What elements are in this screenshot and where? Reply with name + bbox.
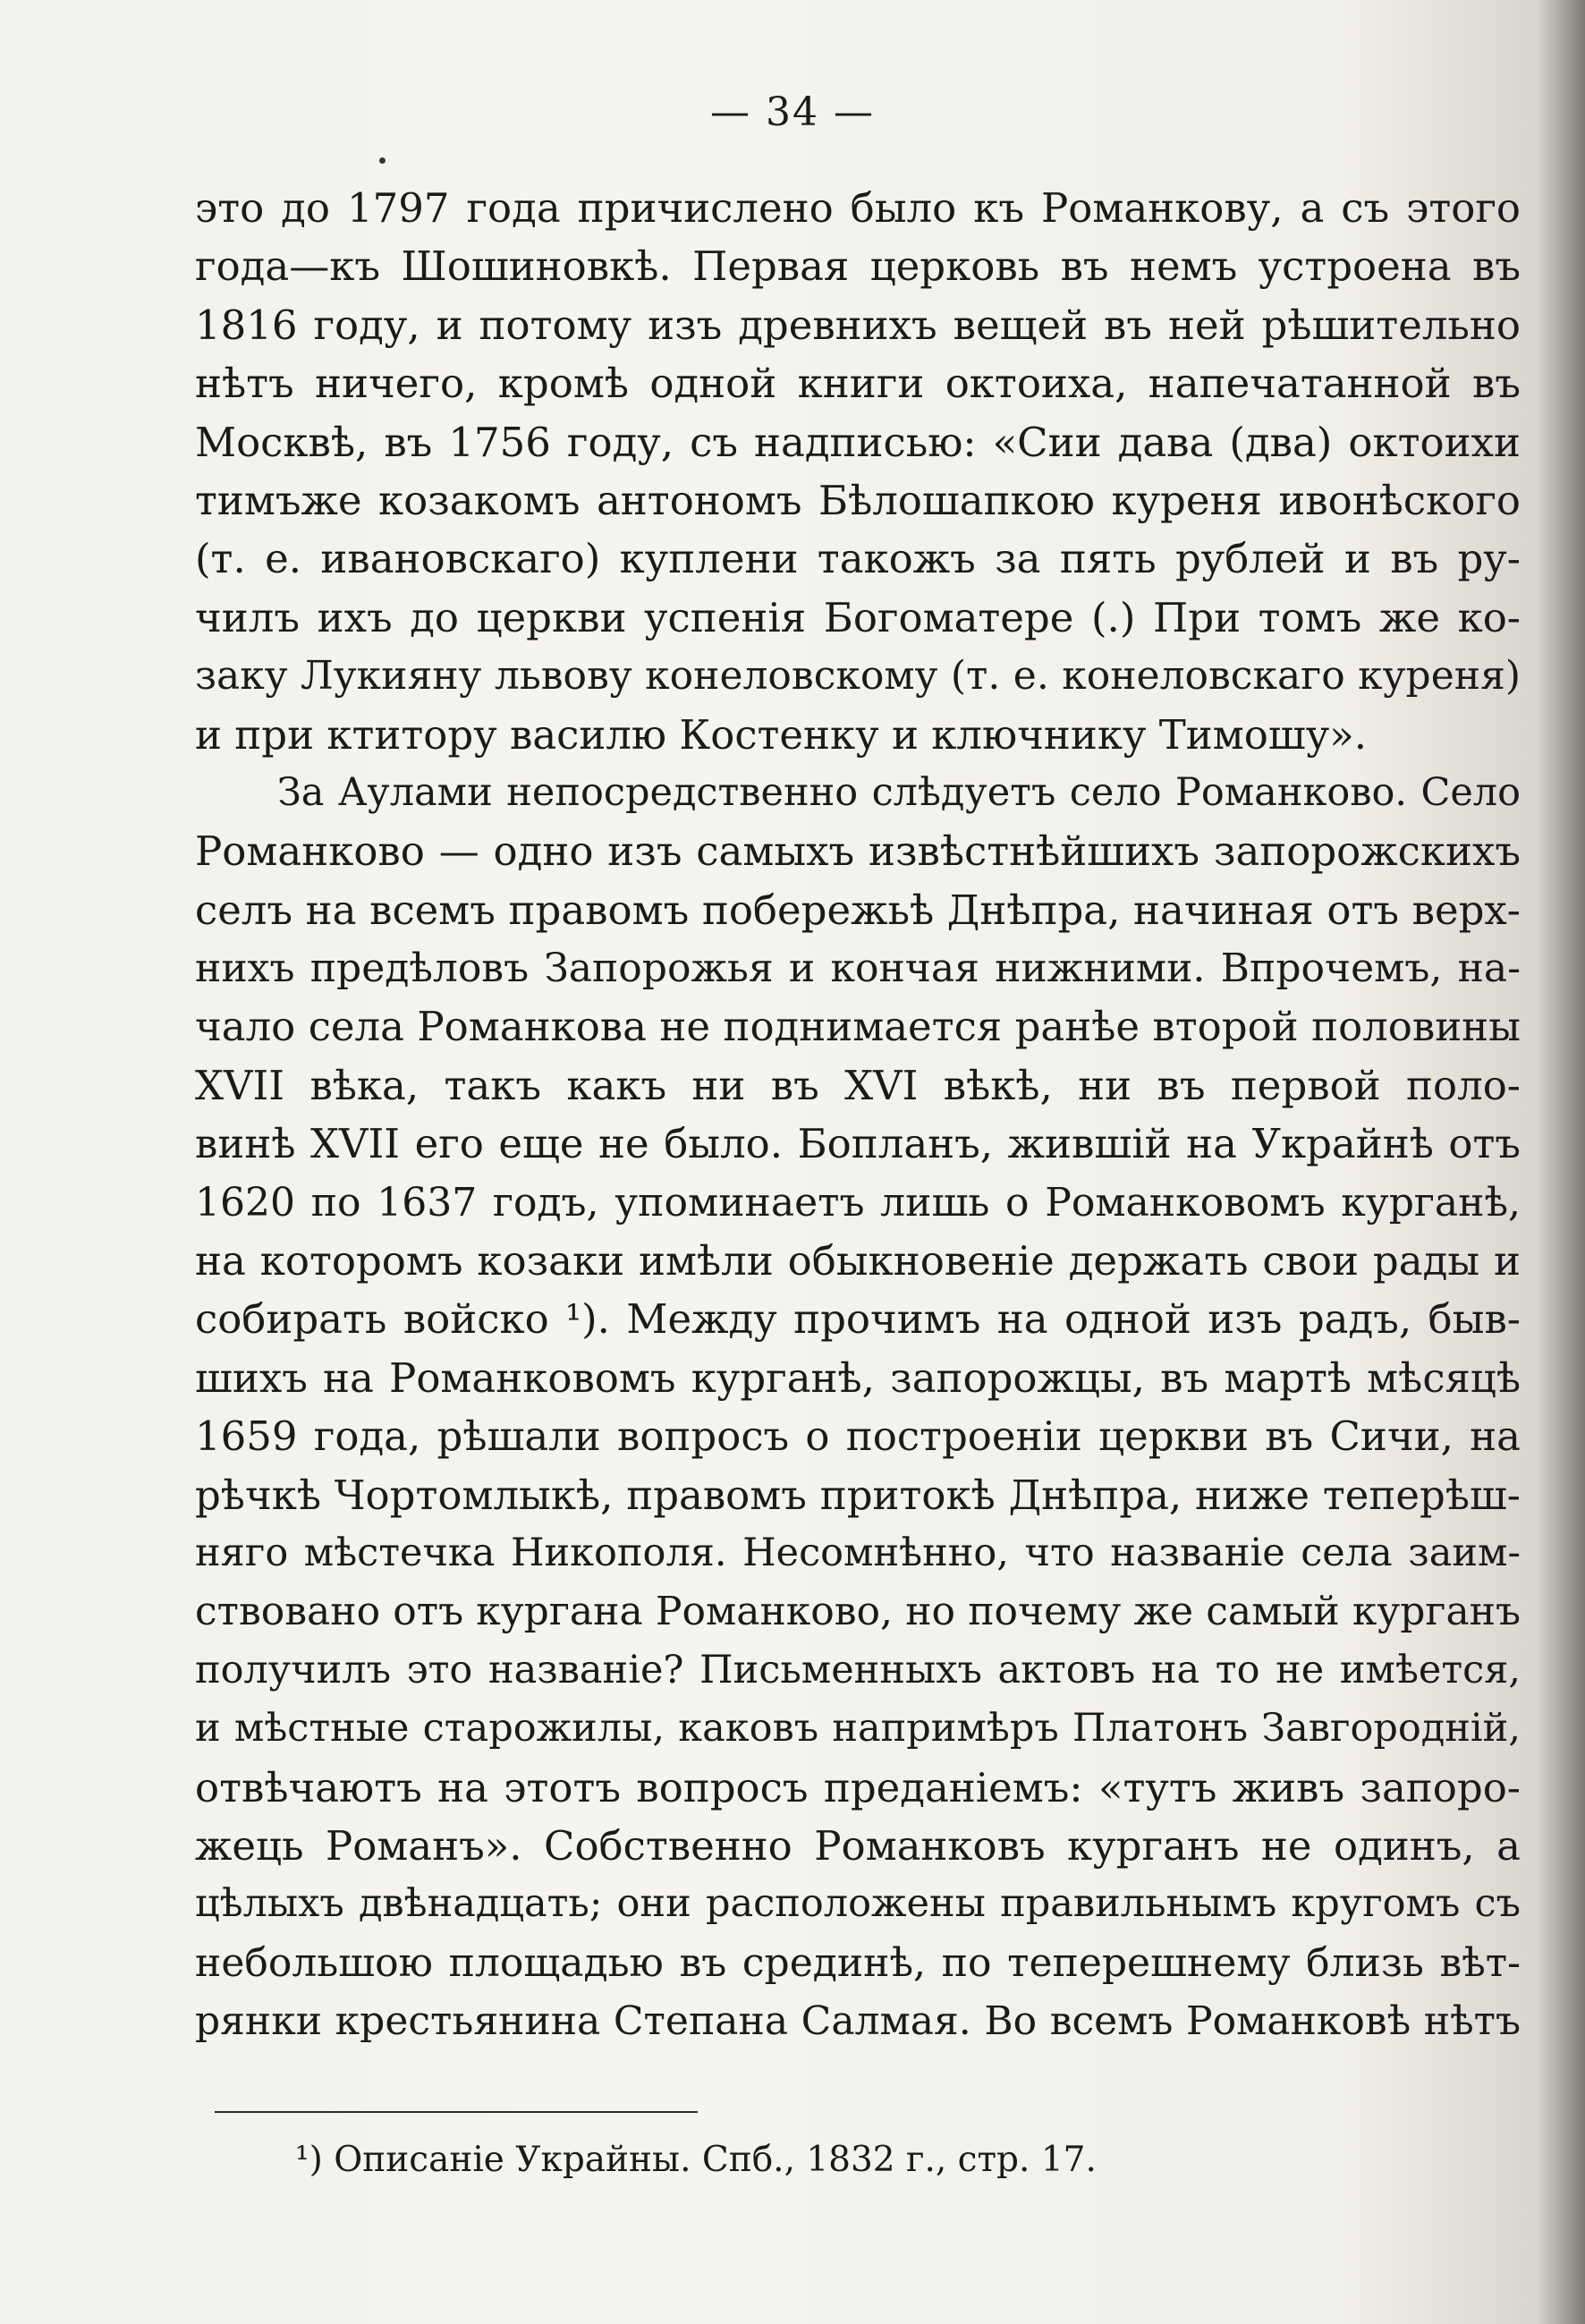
text-line: цѣлыхъ двѣнадцать; они расположены правильнымъ кругомъ съ (195, 1881, 1521, 1927)
text-line: чилъ ихъ до церкви успенія Богоматере (.) При томъ же ко- (195, 593, 1521, 641)
text-line: ствовано отъ кургана Романково, но почему же самый курганъ (195, 1589, 1521, 1635)
text-line: и мѣстные старожилы, каковъ напримѣръ Платонъ Завгородній, (195, 1706, 1521, 1751)
text-line: Романково — одно изъ самыхъ извѣстнѣйшихъ запорожскихъ (195, 827, 1521, 876)
footnote (295, 2133, 1369, 2187)
text-line: нѣтъ ничего, кромѣ одной книги октоиха, напечатанной въ (195, 360, 1521, 408)
text-line: 1816 году, и потому изъ древнихъ вещей въ ней рѣшительно (195, 301, 1521, 349)
text-line: тимъже козакомъ антономъ Бѣлошапкою куреня ивонѣского (195, 476, 1521, 524)
text-line: рѣчкѣ Чортомлыкѣ, правомъ притокѣ Днѣпра, ниже теперѣш- (195, 1471, 1521, 1519)
footnote-separator (215, 2111, 698, 2113)
text-line: года—къ Шошиновкѣ. Первая церковь въ немъ устроена въ (195, 242, 1521, 291)
text-line: рянки крестьянина Степана Салмая. Во всемъ Романковѣ нѣтъ (195, 1998, 1521, 2045)
text-line: собирать войско ¹). Между прочимъ на одной изъ радъ, быв- (195, 1295, 1521, 1344)
text-line: нихъ предѣловъ Запорожья и кончая нижними. Впрочемъ, на- (195, 946, 1521, 992)
text-line: и при ктитору василю Костенку и ключнику Тимошу». (195, 710, 1368, 759)
text-line: это до 1797 года причислено было къ Романкову, а съ этого (195, 184, 1521, 232)
text-line: селъ на всемъ правомъ побережьѣ Днѣпра, начиная отъ верх- (195, 886, 1521, 934)
text-line: XVII вѣка, такъ какъ ни въ XVI вѣкѣ, ни въ первой поло- (195, 1061, 1521, 1109)
text-line: на которомъ козаки имѣли обыкновеніе держать свои рады и (195, 1237, 1521, 1285)
text-line: (т. е. ивановскаго) куплени такожъ за пять рублей и въ ру- (195, 535, 1521, 583)
paragraph-start-line: За Аулами непосредственно слѣдуетъ село Романково. Село (277, 769, 1521, 815)
text-line: няго мѣстечка Никополя. Несомнѣнно, что названіе села заим- (195, 1530, 1521, 1575)
body-text (195, 179, 1521, 2051)
text-line: жець Романъ». Собственно Романковъ курганъ не одинъ, а (195, 1821, 1521, 1870)
text-line: заку Лукияну львову конеловскому (т. е. конеловскаго куреня) (195, 653, 1521, 700)
text-line: получилъ это названіе? Письменныхъ актовъ на то не имѣется, (195, 1647, 1521, 1692)
text-line: винѣ XVII его еще не было. Бопланъ, жившій на Украйнѣ отъ (195, 1120, 1521, 1168)
page-number: — 34 — (710, 89, 875, 135)
print-speck (379, 157, 386, 164)
text-line: Москвѣ, въ 1756 году, съ надписью: «Сии дава (два) октоихи (195, 418, 1521, 466)
footnote-marker: ¹) (295, 2140, 323, 2180)
footnote-text: Описаніе Украйны. Спб., 1832 г., стр. 17. (334, 2140, 1097, 2180)
text-line: 1620 по 1637 годъ, упоминаетъ лишь о Романковомъ курганѣ, (195, 1179, 1521, 1226)
text-line: чало села Романкова не поднимается ранѣе второй половины (195, 1003, 1521, 1051)
text-line: небольшою площадью въ срединѣ, по теперешнему близь вѣт- (195, 1939, 1521, 1986)
text-line: шихъ на Романковомъ курганѣ, запорожцы, въ мартѣ мѣсяцѣ (195, 1353, 1521, 1402)
text-line: 1659 года, рѣшали вопросъ о построеніи церкви въ Сичи, на (195, 1412, 1521, 1461)
text-line: отвѣчаютъ на этотъ вопросъ преданіемъ: «тутъ живъ запоро- (195, 1763, 1521, 1811)
